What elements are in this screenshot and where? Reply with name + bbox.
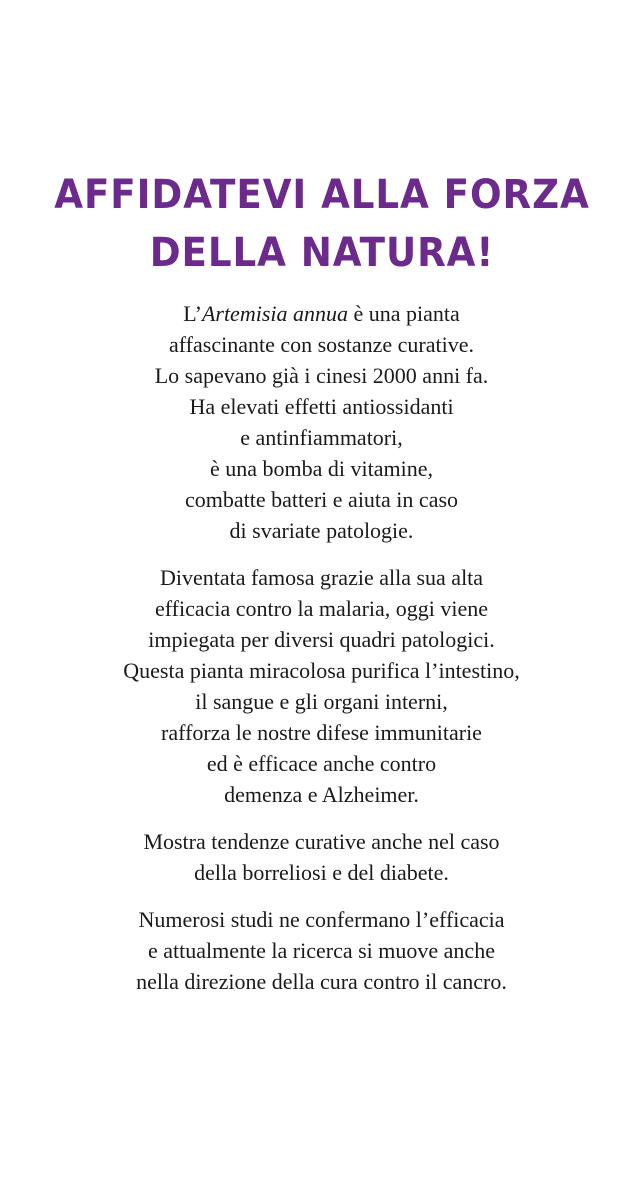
paragraph-intro [12,298,632,546]
page-title [33,166,610,282]
paragraph-research [12,904,632,997]
text-line: Ha elevati effetti antiossidanti [189,394,454,419]
body-text [12,298,632,997]
text-line: Diventata famosa grazie alla sua alta [159,565,484,590]
title-line: AFFIDATEVI ALLA FORZA [53,172,590,218]
text-line: combatte batteri e aiuta in caso [184,487,459,512]
text-line: Mostra tendenze curative anche nel caso [143,829,500,854]
text-line: nella direzione della cura contro il cancro. [136,969,507,994]
text-line: rafforza le nostre difese immunitarie [161,720,482,745]
text-line: ed è efficace anche contro [206,751,437,776]
text-line: di svariate patologie. [229,518,414,543]
text-line [12,298,632,329]
italic-plant-name: Artemisia annua [201,301,348,326]
paragraph-borreliosis [12,826,632,888]
text-line: il sangue e gli organi interni, [195,689,448,714]
paragraph-malaria [12,562,632,810]
text-line: Questa pianta miracolosa purifica l’intestino, [123,658,520,683]
text-line: è una bomba di vitamine, [210,456,433,481]
text-line: efficacia contro la malaria, oggi viene [154,596,489,621]
text-line: Numerosi studi ne confermano l’efficacia [138,907,505,932]
text-line: affascinante con sostanze curative. [168,332,474,357]
text-line: demenza e Alzheimer. [224,782,419,807]
text-fragment: L’ [183,301,202,326]
text-line: e antinfiammatori, [240,425,403,450]
text-line: della borreliosi e del diabete. [194,860,449,885]
text-line: e attualmente la ricerca si muove anche [148,938,495,963]
text-fragment: è una pianta [348,301,460,326]
text-line: Lo sapevano già i cinesi 2000 anni fa. [154,363,489,388]
text-line: impiegata per diversi quadri patologici. [148,627,495,652]
title-line: DELLA NATURA! [149,230,494,276]
